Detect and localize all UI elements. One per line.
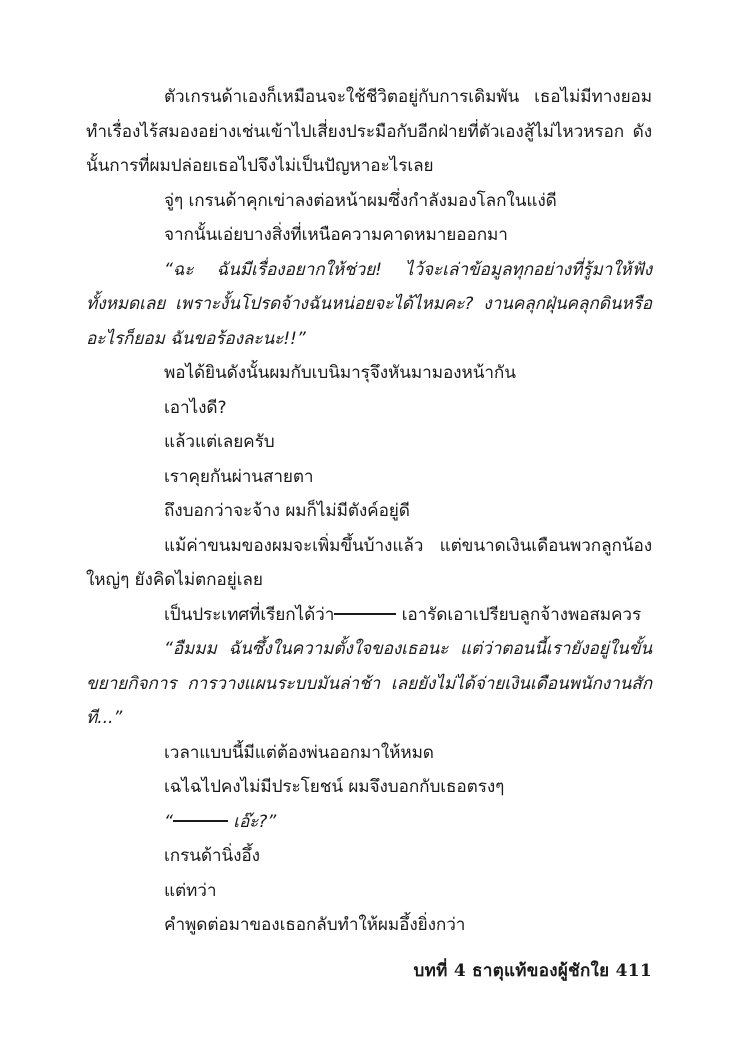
paragraph: แม้ค่าขนมของผมจะเพิ่มขึ้นบ้างแล้ว แต่ขนาดเงินเดือนพวกลูกน้องใหญ่ๆ ยังคิดไม่ตกอยู่เลย xyxy=(86,535,652,590)
paragraph: เอาไงดี? xyxy=(164,397,227,418)
paragraph: เราคุยกันผ่านสายตา xyxy=(164,466,314,487)
paragraph: เกรนด้านิ่งอึ้ง xyxy=(164,846,260,866)
paragraph: แล้วแต่เลยครับ xyxy=(164,432,275,452)
dialogue: “ฉะ ฉันมีเรื่องอยากให้ช่วย! ไว้จะเล่าข้อมูลทุกอย่างที่รู้มาให้ฟังทั้งหมดเลย เพราะงั้นโปรดจ้างฉันหน่อยจะได้ไหมคะ? งานคลุกฝุ่นคลุกดินหรืออะไรก็ยอม ฉันขอร้องละนะ!!” xyxy=(86,259,652,349)
paragraph: แต่ทว่า xyxy=(164,880,217,901)
em-dash xyxy=(334,613,396,615)
dialogue xyxy=(86,805,652,840)
paragraph: จู่ๆ เกรนด้าคุกเข่าลงต่อหน้าผมซึ่งกำลังมองโลกในแง่ดี xyxy=(164,190,557,211)
paragraph xyxy=(86,598,652,633)
paragraph-part: เอารัดเอาเปรียบลูกจ้างพอสมควร xyxy=(401,604,642,625)
paragraph: ถึงบอกว่าจะจ้าง ผมก็ไม่มีตังค์อยู่ดี xyxy=(164,501,410,521)
em-dash xyxy=(173,820,228,822)
paragraph: จากนั้นเอ่ยบางสิ่งที่เหนือความคาดหมายออกมา xyxy=(164,225,508,245)
paragraph: เวลาแบบนี้มีแต่ต้องพ่นออกมาให้หมด xyxy=(164,742,434,763)
dialogue: “อืมมม ฉันซึ้งในความตั้งใจของเธอนะ แต่ว่าตอนนี้เรายังอยู่ในขั้นขยายกิจการ การวางแผนระบบมันล่าช้า เลยยังไม่ได้จ่ายเงินเดือนพนักงานสักที...” xyxy=(86,639,652,728)
paragraph: เฉไฉไปคงไม่มีประโยชน์ ผมจึงบอกกับเธอตรงๆ xyxy=(164,777,505,797)
paragraph-part: เป็นประเทศที่เรียกได้ว่า xyxy=(164,604,335,625)
body-text xyxy=(86,80,652,943)
page-footer: บทที่ 4 ธาตุแท้ของผู้ชักใย 411 xyxy=(413,961,652,981)
paragraph: ตัวเกรนด้าเองก็เหมือนจะใช้ชีวิตอยู่กับการเดิมพัน เธอไม่มีทางยอมทำเรื่องไร้สมองอย่างเช่นเข้าไปเสี่ยงประมือกับอีกฝ่ายที่ตัวเองสู้ไม่ไหวหรอก ดังนั้นการที่ผมปล่อยเธอไปจึงไม่เป็นปัญหาอะไรเลย xyxy=(86,87,652,176)
paragraph: คำพูดต่อมาของเธอกลับทำให้ผมอึ้งยิ่งกว่า xyxy=(164,915,466,935)
dialogue-text: เอ๊ะ?” xyxy=(227,811,277,832)
open-quote: “ xyxy=(164,811,173,832)
paragraph: พอได้ยินดังนั้นผมกับเบนิมารุจึงหันมามองหน้ากัน xyxy=(164,363,516,383)
